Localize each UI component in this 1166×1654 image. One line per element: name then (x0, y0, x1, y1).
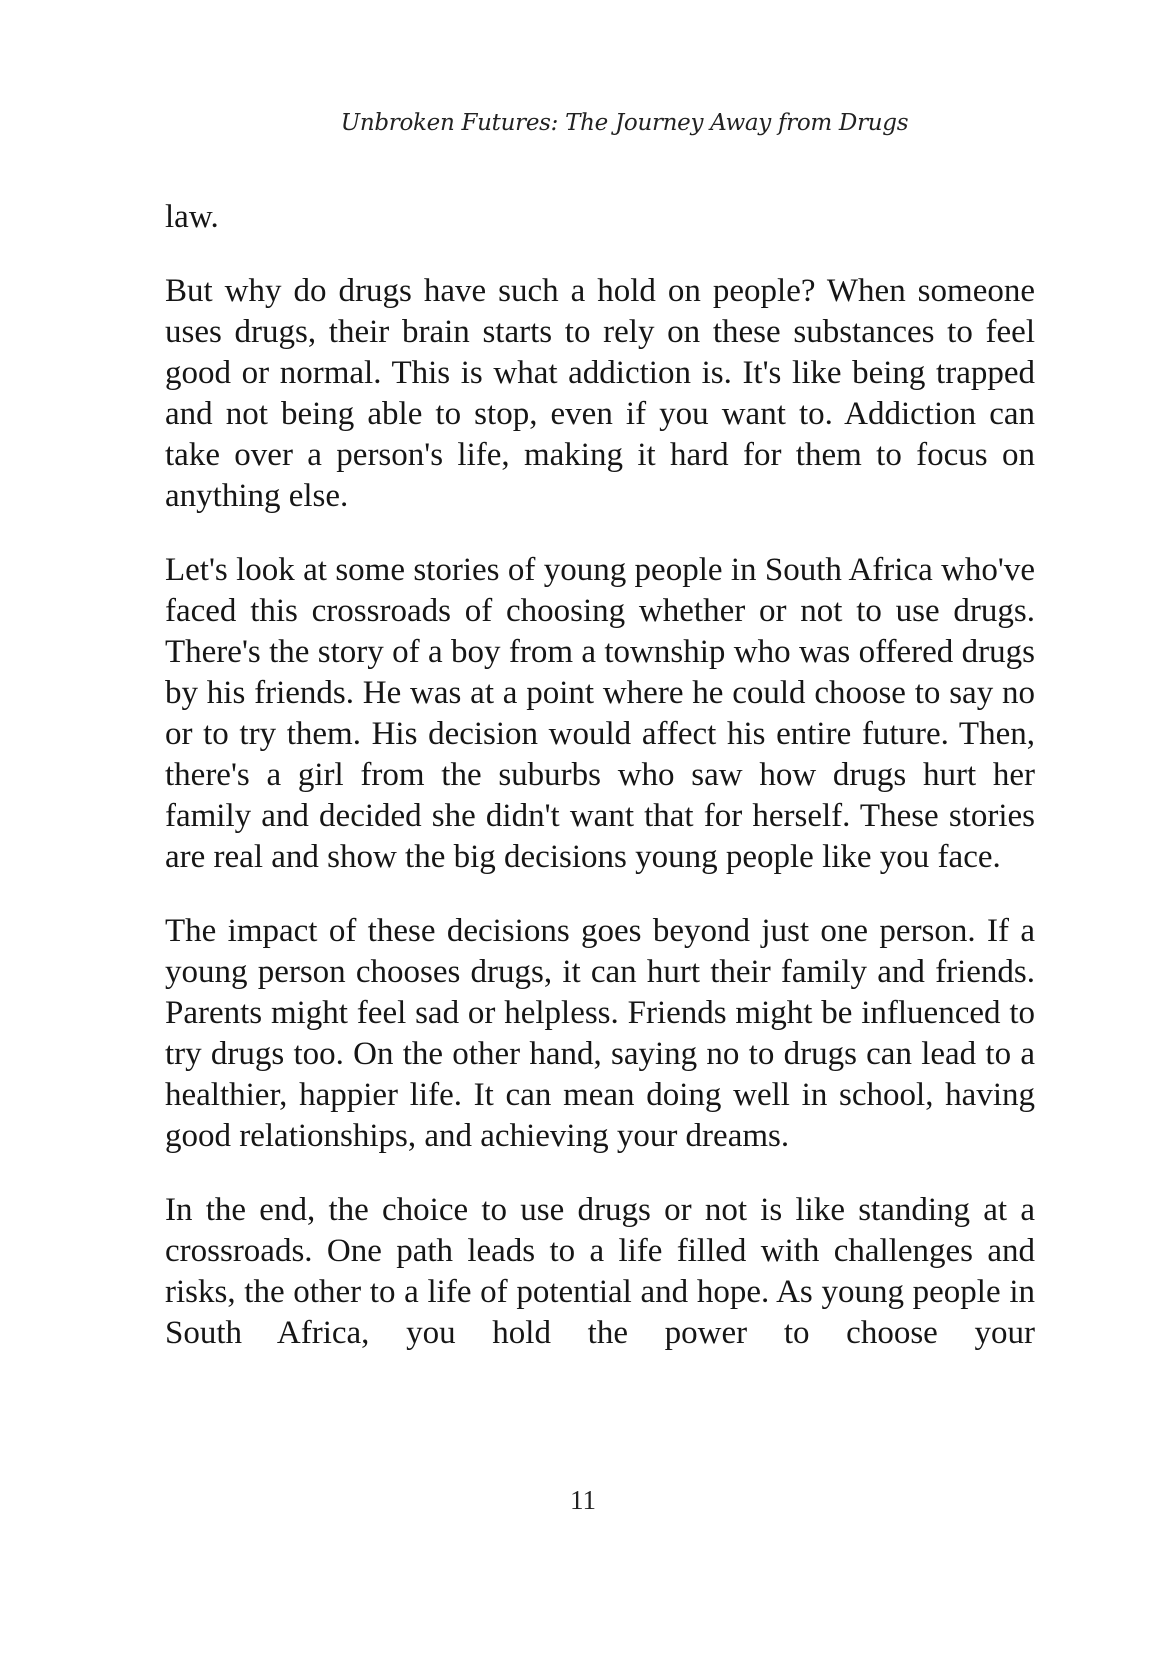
running-header: Unbroken Futures: The Journey Away from Drugs (340, 110, 909, 136)
paragraph-4: The impact of these decisions goes beyond just one person. If a young person chooses drugs, it can hurt their family and friends. Parents might feel sad or helpless. Friends might be influenced to try drugs too. On the other hand, saying no to drugs can lead to a healthier, happier life. It can mean doing well in school, having good relationships, and achieving your dreams. (165, 913, 1035, 1154)
paragraph-5: In the end, the choice to use drugs or not is like standing at a crossroads. One path leads to a life filled with challenges and risks, the other to a life of potential and hope. As young people in South Africa, you hold the power to choose your (165, 1192, 1035, 1351)
body-text (165, 197, 1035, 1354)
paragraph-3: Let's look at some stories of young people in South Africa who've faced this crossroads of choosing whether or not to use drugs. There's the story of a boy from a township who was offered drugs by his friends. He was at a point where he could choose to say no or to try them. His decision would affect his entire future. Then, there's a girl from the suburbs who saw how drugs hurt her family and decided she didn't want that for herself. These stories are real and show the big decisions young people like you face. (165, 552, 1035, 875)
paragraph-1: law. (165, 199, 219, 235)
page-number: 11 (570, 1485, 596, 1515)
paragraph-2: But why do drugs have such a hold on people? When someone uses drugs, their brain starts to rely on these substances to feel good or normal. This is what addiction is. It's like being trapped and not being able to stop, even if you want to. Addiction can take over a person's life, making it hard for them to focus on anything else. (165, 273, 1035, 514)
